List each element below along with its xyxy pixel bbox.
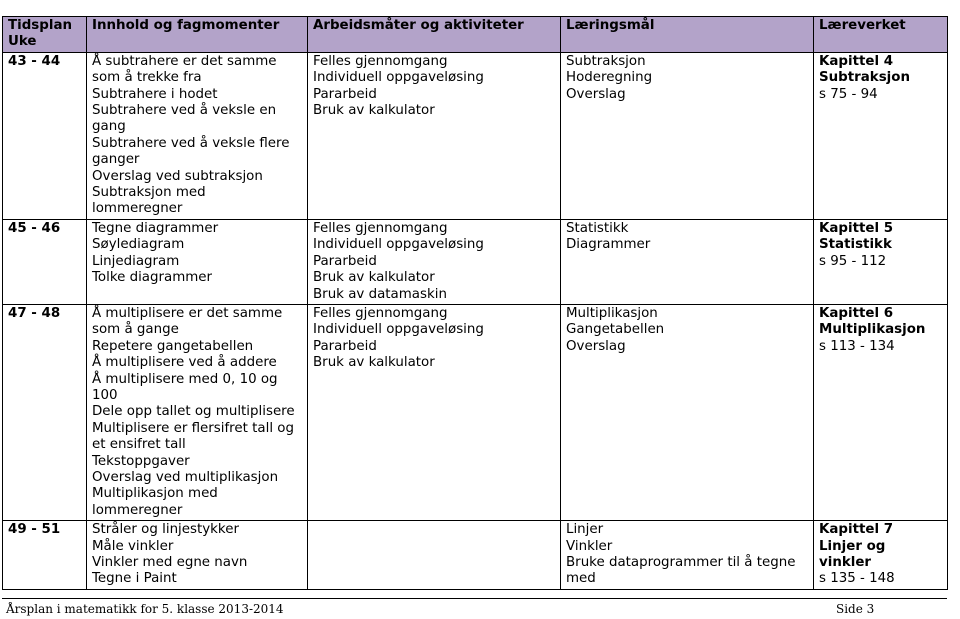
content-line: Tekstoppgaver	[92, 453, 190, 469]
methods-line: Individuell oppgaveløsing	[313, 70, 484, 86]
methods-line: Individuell oppgaveløsing	[313, 322, 484, 338]
content-cell	[87, 521, 308, 590]
goals-line: Overslag	[566, 86, 626, 102]
textbook-topic: Multiplikasjon	[819, 322, 926, 338]
header-goals: Læringsmål	[561, 17, 814, 53]
year-plan-table	[2, 16, 948, 590]
textbook-cell	[814, 219, 948, 304]
methods-line: Felles gjennomgang	[313, 53, 448, 69]
week-period: 45 - 46	[3, 219, 87, 304]
content-line: som å trekke fra	[92, 70, 202, 86]
goals-line: Statistikk	[566, 220, 629, 236]
methods-line: Bruk av kalkulator	[313, 103, 435, 119]
methods-line: Bruk av datamaskin	[313, 286, 447, 302]
content-line: Subtrahere ved å veksle en	[92, 103, 277, 119]
header-methods: Arbeidsmåter og aktiviteter	[308, 17, 561, 53]
content-line: Måle vinkler	[92, 538, 174, 554]
textbook-pages: s 95 - 112	[819, 253, 887, 269]
goals-line: Linjer	[566, 522, 604, 538]
footer-title: Årsplan i matematikk for 5. klasse 2013-2014	[6, 602, 284, 616]
goals-line: Gangetabellen	[566, 322, 665, 338]
methods-cell	[308, 219, 561, 304]
content-line: lommeregner	[92, 201, 183, 217]
content-cell	[87, 52, 308, 219]
goals-cell	[561, 521, 814, 590]
methods-line: Pararbeid	[313, 338, 377, 354]
table-row	[3, 304, 948, 520]
content-line: lommeregner	[92, 502, 183, 518]
methods-line: Bruk av kalkulator	[313, 270, 435, 286]
content-line: Subtrahere i hodet	[92, 86, 218, 102]
content-cell	[87, 304, 308, 520]
content-line: Tegne diagrammer	[92, 220, 219, 236]
goals-line: Vinkler	[566, 538, 613, 554]
goals-cell	[561, 219, 814, 304]
goals-line: Overslag	[566, 338, 626, 354]
content-line: Å multiplisere med 0, 10 og	[92, 371, 278, 387]
table-row	[3, 521, 948, 590]
content-line: Subtraksjon med	[92, 185, 206, 201]
content-line: Tolke diagrammer	[92, 270, 213, 286]
content-line: 100	[92, 387, 118, 403]
header-row	[3, 17, 948, 53]
content-line: Subtrahere ved å veksle flere	[92, 135, 290, 151]
methods-line: Individuell oppgaveløsing	[313, 237, 484, 253]
methods-cell	[308, 52, 561, 219]
methods-line: Bruk av kalkulator	[313, 355, 435, 371]
footer-divider	[2, 598, 947, 599]
content-line: Å multiplisere er det samme	[92, 305, 283, 321]
methods-line: Pararbeid	[313, 253, 377, 269]
header-timeplan-line: Tidsplan	[8, 18, 73, 33]
header-timeplan	[3, 17, 87, 53]
week-period: 43 - 44	[3, 52, 87, 219]
content-line: Å subtrahere er det samme	[92, 53, 277, 69]
methods-line: Pararbeid	[313, 86, 377, 102]
methods-line: Felles gjennomgang	[313, 305, 448, 321]
content-line: ganger	[92, 152, 140, 168]
goals-cell	[561, 304, 814, 520]
textbook-pages: s 135 - 148	[819, 571, 895, 587]
textbook-topic: Subtraksjon	[819, 70, 911, 86]
content-cell	[87, 219, 308, 304]
textbook-cell	[814, 52, 948, 219]
goals-cell	[561, 52, 814, 219]
page-number: Side 3	[836, 602, 875, 616]
content-line: Å multiplisere ved å addere	[92, 355, 277, 371]
goals-line: Diagrammer	[566, 237, 651, 253]
textbook-cell	[814, 521, 948, 590]
textbook-topic: Statistikk	[819, 237, 892, 253]
textbook-chapter: Kapittel 5	[819, 220, 894, 236]
content-line: Dele opp tallet og multiplisere	[92, 404, 295, 420]
content-line: gang	[92, 119, 126, 135]
textbook-chapter: Kapittel 4	[819, 53, 894, 69]
goals-line: Hoderegning	[566, 70, 653, 86]
content-line: Stråler og linjestykker	[92, 522, 239, 538]
week-period: 49 - 51	[3, 521, 87, 590]
goals-line: Multiplikasjon	[566, 305, 658, 321]
goals-line: Bruke dataprogrammer til å tegne	[566, 555, 796, 570]
content-line: Repetere gangetabellen	[92, 338, 254, 354]
content-line: Søylediagram	[92, 237, 185, 253]
content-line: et ensifret tall	[92, 437, 186, 453]
content-line: Overslag ved subtraksjon	[92, 168, 263, 184]
content-line: Overslag ved multiplikasjon	[92, 469, 279, 485]
header-week-line: Uke	[8, 34, 37, 50]
content-line: som å gange	[92, 322, 179, 338]
goals-line: med	[566, 571, 596, 587]
week-period: 47 - 48	[3, 304, 87, 520]
content-line: Vinkler med egne navn	[92, 555, 248, 570]
goals-line: Subtraksjon	[566, 53, 646, 69]
table-row	[3, 219, 948, 304]
content-line: Tegne i Paint	[92, 571, 177, 587]
content-line: Multiplikasjon med	[92, 486, 218, 502]
methods-cell	[308, 521, 561, 590]
textbook-pages: s 113 - 134	[819, 338, 895, 354]
textbook-chapter: Kapittel 7	[819, 522, 894, 538]
methods-cell	[308, 304, 561, 520]
content-line: Linjediagram	[92, 253, 180, 269]
methods-line: Felles gjennomgang	[313, 220, 448, 236]
textbook-topic: Linjer og vinkler	[819, 538, 886, 570]
textbook-cell	[814, 304, 948, 520]
header-content: Innhold og fagmomenter	[87, 17, 308, 53]
content-line: Multiplisere er flersifret tall og	[92, 420, 294, 436]
textbook-pages: s 75 - 94	[819, 86, 878, 102]
header-textbook: Læreverket	[814, 17, 948, 53]
textbook-chapter: Kapittel 6	[819, 305, 894, 321]
table-row	[3, 52, 948, 219]
